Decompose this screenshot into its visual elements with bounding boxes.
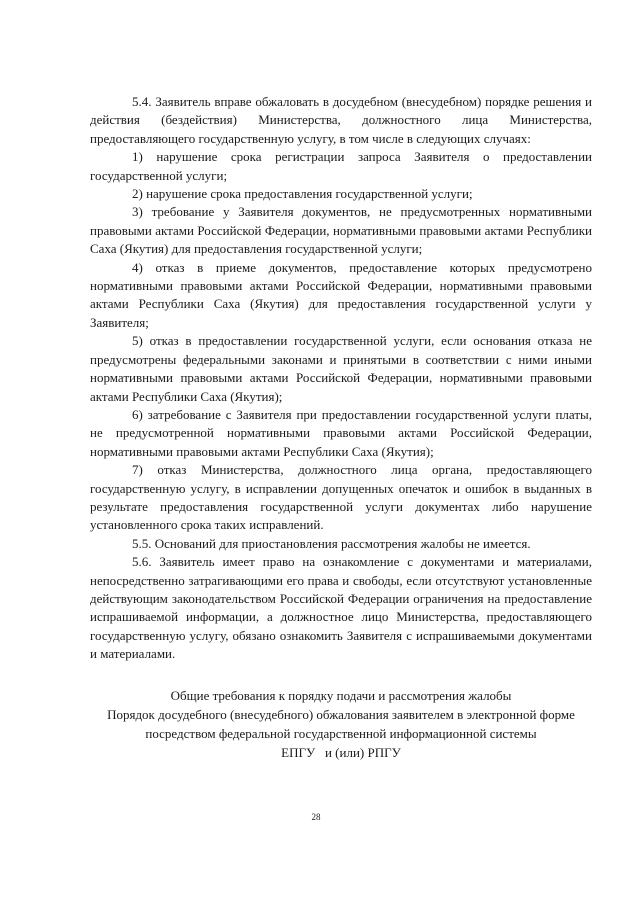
list-item-2: 2) нарушение срока предоставления государственной услуги; [132, 186, 473, 202]
paragraph-5-4: 5.4. Заявитель вправе обжаловать в досудебном (внесудебном) порядке решения и действия (бездействия) Министерства, должностного лица Министерства, предоставляющего государственную услугу, в том числе в следующих случаях: [90, 94, 592, 146]
section-headings [90, 686, 592, 762]
paragraph-5-5: 5.5. Оснований для приостановления рассмотрения жалобы не имеется. [132, 535, 531, 551]
section-heading-general: Общие требования к порядку подачи и рассмотрения жалобы [170, 687, 512, 703]
section-heading-portals: ЕПГУ и (или) РПГУ [281, 744, 401, 760]
list-item-1: 1) нарушение срока регистрации запроса Заявителя о предоставлении государственной услуги; [90, 149, 592, 183]
section-heading-procedure: Порядок досудебного (внесудебного) обжалования заявителем в электронной форме посредством федеральной государственной информационной системы [107, 706, 575, 741]
list-item-4: 4) отказ в приеме документов, предоставление которых предусмотрено нормативными правовыми актами Российской Федерации, нормативными правовыми актами Республики Саха (Якутия) для предоставления государственной услуги у Заявителя; [90, 259, 592, 330]
list-item-7: 7) отказ Министерства, должностного лица органа, предоставляющего государственную услугу, в исправлении допущенных опечаток и ошибок в выданных в результате предоставления государственной услуги документах либо нарушение установленного срока таких исправлений. [90, 462, 592, 533]
list-item-6: 6) затребование с Заявителя при предоставлении государственной услуги платы, не предусмотренной нормативными правовыми актами Российской Федерации, нормативными правовыми актами Республики Саха (Якутия); [90, 406, 592, 459]
document-body [90, 93, 592, 664]
list-item-5: 5) отказ в предоставлении государственной услуги, если основания отказа не предусмотрены федеральными законами и принятыми в соответствии с ними иными нормативными правовыми актами Российской Федерации, нормативными правовыми актами Республики Саха (Якутия); [90, 333, 592, 404]
page-number: 28 [311, 812, 321, 822]
list-item-3: 3) требование у Заявителя документов, не предусмотренных нормативными правовыми актами Российской Федерации, нормативными правовыми актами Республики Саха (Якутия) для предоставления государственной услуги; [90, 204, 592, 257]
paragraph-5-6: 5.6. Заявитель имеет право на ознакомление с документами и материалами, непосредственно затрагивающими его права и свободы, если отсутствуют установленные действующим законодательством Российской Федерации ограничения на предоставление испрашиваемой информации, а должностное лицо Министерства, предоставляющего государственную услугу, обязано ознакомить Заявителя с испрашиваемыми документами и материалами. [90, 554, 592, 662]
